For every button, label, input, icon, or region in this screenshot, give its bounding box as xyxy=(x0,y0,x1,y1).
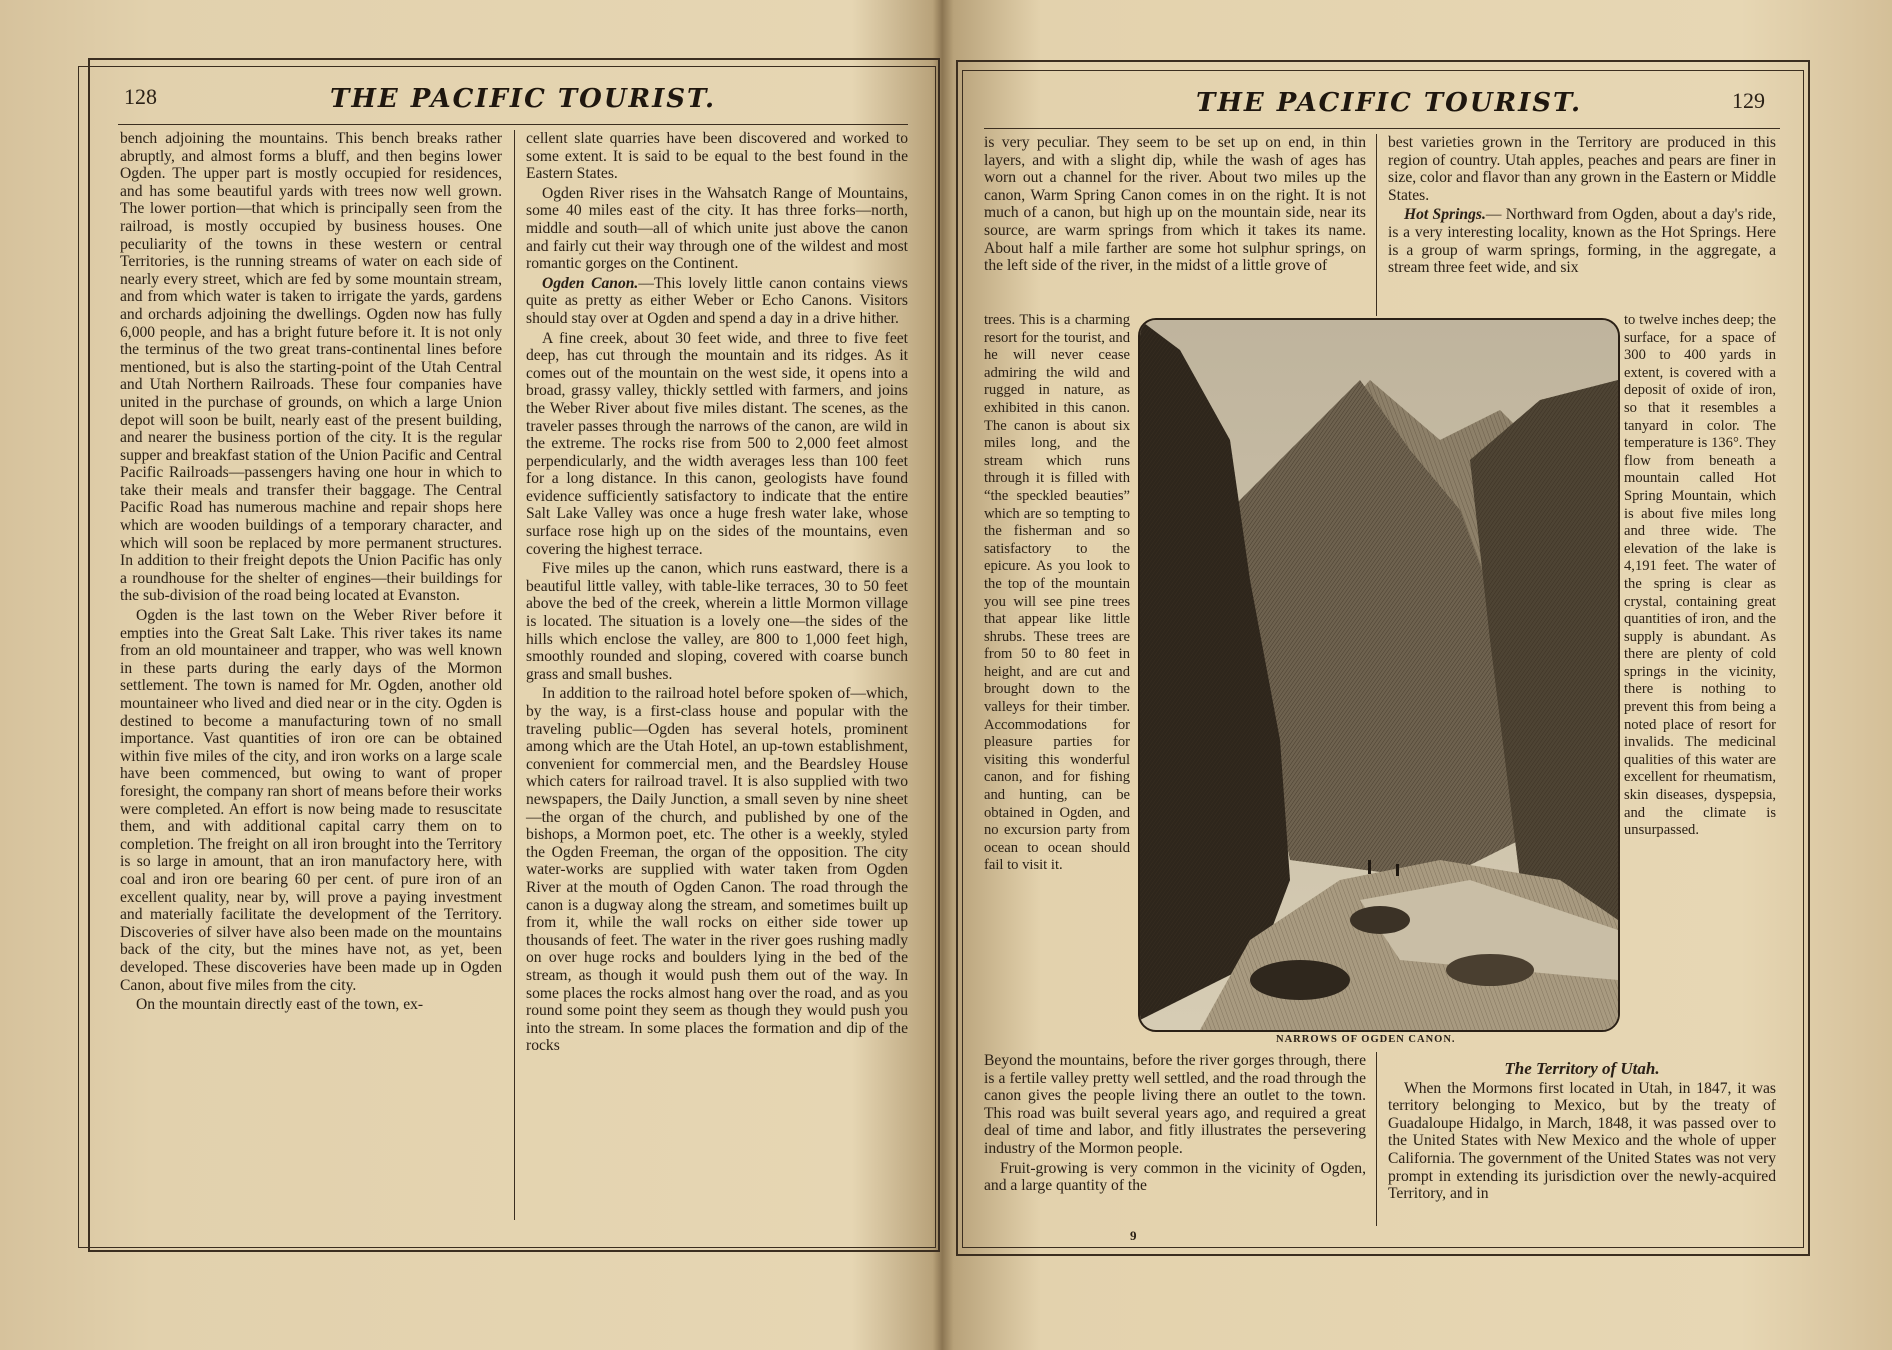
right-header-rule xyxy=(984,128,1780,129)
left-col2-para-1: cellent slate quarries have been discovered and worked to some extent. It is said to be equal to the best found in the Eastern States. xyxy=(526,130,908,183)
hot-springs-heading: Hot Springs. xyxy=(1404,206,1486,224)
illustration-caption: NARROWS OF OGDEN CANON. xyxy=(1276,1034,1456,1045)
ogden-canon-heading: Ogden Canon. xyxy=(542,274,639,292)
right-column-1-bottom xyxy=(984,1052,1366,1197)
left-column-1 xyxy=(120,130,502,1016)
right-column-1-top xyxy=(984,134,1366,277)
territory-of-utah-text: When the Mormons first located in Utah, in 1847, it was territory belonging to Mexico, but by the treaty of Guadaloupe Hidalgo, in March, 1848, it was passed over to the United States with New Mexico and the whole of upper California. The government of the United States was not very prompt in extending its jurisdiction over the newly-acquired Territory, and in xyxy=(1388,1079,1776,1203)
left-col2-para-5: Five miles up the canon, which runs eastward, there is a beautiful little valley, with table-like terraces, 30 to 50 feet above the bed of the creek, wherein a little Mormon village is located. The situation is a lovely one—the sides of the hills which enclose the valley, are 800 to 1,000 feet high, smoothly rounded and sloping, covered with coarse bunch grass and small bushes. xyxy=(526,560,908,683)
left-column-2 xyxy=(526,130,908,1057)
right-col1-para-1: is very peculiar. They seem to be set up on end, in thin layers, and with a slight dip, while the wash of ages has worn out a channel for the river. About two miles up the canon, Warm Spring Canon comes in on the right. It is not much of a canon, but high up on the mountain side, near its source, are warm springs from which it takes its name. About half a mile farther are some hot sulphur springs, on the left side of the river, in the midst of a little grove of xyxy=(984,134,1366,275)
right-page-number: 129 xyxy=(1732,88,1765,113)
left-col2-para-6: In addition to the railroad hotel before spoken of—which, by the way, is a first-class house and popular with the traveling public—Ogden has several hotels, prominent among which are the Utah Hotel, an up-town establishment, convenient for commercial men, and the Beardsley House which caters for railroad travel. It is also supplied with two newspapers, the Daily Junction, a small seven by nine sheet—the organ of the church, and published by one of the bishops, a Mormon poet, etc. The other is a weekly, styled the Ogden Freeman, the organ of the opposition. The city water-works are supplied with water taken from Ogden River at the mouth of Ogden Canon. The road through the canon is a dugway along the stream, and sometimes built up from it, while the wall rocks on either side tower up thousands of feet. The water in the river goes rushing madly on over huge rocks and boulders lying in the bed of the stream, as though it would push them out of the way. In some places the rocks almost hang over the road, and as you round some point they seem as though they would push you into the stream. In some places the formation and dip of the rocks xyxy=(526,685,908,1055)
right-col2-wrap-text: to twelve inches deep; the surface, for a space of 300 to 400 yards in extent, is covered with a deposit of oxide of iron, so that it resembles a tanyard in color. The temperature is 136°. They flow from beneath a mountain called Hot Spring Mountain, which is about five miles long and three wide. The elevation of the lake is 4,191 feet. The water of the spring is clear as crystal, containing great quantities of iron, and the supply is abundant. As there are plenty of cold springs in the vicinity, there is nothing to prevent this from being a noted place of resort for invalids. The medicinal qualities of this water are excellent for rheumatism, skin diseases, dyspepsia, and the climate is unsurpassed. xyxy=(1624,312,1776,839)
left-column-divider xyxy=(514,130,515,1220)
signature-mark: 9 xyxy=(1130,1228,1137,1243)
hot-springs-text: — Northward from Ogden, about a day's ride, is a very interesting locality, known as the Hot Springs. Here is a group of warm springs, forming, in the aggregate, a stream three feet wide, and six xyxy=(1388,206,1776,277)
left-col2-para-4: A fine creek, about 30 feet wide, and three to five feet deep, has cut through the mountain and its ridges. As it comes out of the mountain on the west side, it opens into a broad, grassy valley, thickly settled with farmers, and joins the Weber River about five miles distant. The scenes, as the traveler passes through the narrows of the canon, are wild in the extreme. The rocks rise from 500 to 2,000 feet almost perpendicularly, and the width averages less than 100 feet for a long distance. In this canon, geologists have found evidence sufficiently satisfactory to indicate that the entire Salt Lake Valley was once a huge fresh water lake, whose surface rose high up on the sides of the mountains, even covering the highest terrace. xyxy=(526,329,908,558)
left-running-title: THE PACIFIC TOURIST. xyxy=(330,84,717,114)
left-col1-para-1: bench adjoining the mountains. This bench breaks rather abruptly, and almost forms a bluff, and then begins lower Ogden. The upper part is mostly occupied for residences, and has some beautiful yards with trees now well grown. The lower portion—that which is principally seen from the railroad, is mostly occupied by business houses. One peculiarity of the towns in these western or central Territories, is the running streams of water on each side of nearly every street, which are fed by some mountain stream, and from which water is taken to irrigate the yards, gardens and orchards adjoining the dwellings. Ogden now has fully 6,000 people, and has a bright future before it. It is not only the terminus of the two great trans-continental lines before mentioned, but is also the starting-point of the Utah Central and Utah Northern Railroads. These four companies have united in the purchase of grounds, on which a large Union depot will soon be built, nearly east of the present building, and nearer the business portion of the city. It is the regular supper and breakfast station of the Union Pacific and Central Pacific Railroads—passengers having one hour in which to take their meals and transfer their baggage. The Central Pacific Road has numerous machine and repair shops here which are wooden buildings of a temporary character, and which will soon be replaced by more permanent structures. In addition to their freight depots the Union Pacific has only a roundhouse for the shelter of engines—their buildings for the sub-division of the road being located at Evanston. xyxy=(120,130,502,605)
right-col1-para-bottom-1: Beyond the mountains, before the river gorges through, there is a fertile valley pretty well settled, and the road through the canon gives the people living there an outlet to the town. This road was built several years ago, and required a great deal of time and labor, and fitly illustrates the persevering industry of the Mormon people. xyxy=(984,1052,1366,1157)
left-col1-para-2: Ogden is the last town on the Weber River before it empties into the Great Salt Lake. This river takes its name from an old mountaineer and trapper, who was well known in these parts during the early days of the Mormon settlement. The town is named for Mr. Ogden, another old mountaineer who lived and died near or in the city. Ogden is destined to become a manufacturing town of no small importance. Vast quantities of iron ore can be obtained within five miles of the city, and iron works on a large scale have been commenced, but owing to want of proper foresight, the company ran short of means before their works were completed. An effort is now being made to resuscitate them, and with additional capital carry them on to completion. The freight on all iron brought into the Territory is so large in amount, that an iron manufactory here, with coal and iron ore bearing 60 per cent. of pure iron of an excellent quality, near by, will prove a paying investment and materially facilitate the development of the Territory. Discoveries of silver have also been made on the mountains back of the city, but the mines have not, as yet, been developed. These discoveries have been made up in Ogden Canon, about five miles from the city. xyxy=(120,607,502,994)
left-header-rule xyxy=(118,124,908,125)
right-col2-para-1: best varieties grown in the Territory are produced in this region of country. Utah apples, peaches and pears are finer in size, color and flavor than any grown in the Eastern or Middle States. xyxy=(1388,134,1776,204)
right-col1-wrap-text: trees. This is a charming resort for the tourist, and he will never cease admiring the wild and rugged in nature, as exhibited in this canon. The canon is about six miles long, and the stream which runs through it is filled with “the speckled beauties” which are so tempting to the fisherman and so satisfactory to the epicure. As you look to the top of the mountain you will see pine trees that appear like little shrubs. These trees are from 50 to 80 feet in height, and are cut and brought down to the valleys for their timber. Accommodations for pleasure parties for visiting this wonderful canon, and for fishing and hunting, can be obtained in Ogden, and no excursion party from ocean to ocean should fail to visit it. xyxy=(984,312,1130,874)
right-running-title: THE PACIFIC TOURIST. xyxy=(1196,88,1583,118)
right-column-1-wrap xyxy=(984,312,1130,1060)
right-column-2-top xyxy=(1388,134,1776,279)
left-col2-para-3 xyxy=(526,275,908,328)
territory-of-utah-heading: The Territory of Utah. xyxy=(1504,1059,1660,1078)
canyon-engraving xyxy=(1140,320,1618,1030)
ogden-canon-text: —This lovely little canon contains views quite as pretty as either Weber or Echo Canons. Visitors should stay over at Ogden and spend a day in a drive hither. xyxy=(526,274,908,327)
right-col2-para-2 xyxy=(1388,206,1776,276)
left-col1-para-3: On the mountain directly east of the town, ex- xyxy=(136,996,424,1014)
right-column-2-wrap xyxy=(1624,312,1776,1052)
right-column-divider-bottom xyxy=(1376,1052,1377,1226)
right-column-divider-top xyxy=(1376,134,1377,316)
right-col1-para-bottom-2: Fruit-growing is very common in the vicinity of Ogden, and a large quantity of the xyxy=(984,1159,1366,1195)
left-col2-para-2: Ogden River rises in the Wahsatch Range of Mountains, some 40 miles east of the city. It has three forks—north, middle and south—all of which unite just above the canon and fairly cut their way through one of the wildest and most romantic gorges on the Continent. xyxy=(526,184,908,273)
narrows-of-ogden-canon-illustration xyxy=(1138,318,1620,1032)
left-page-number: 128 xyxy=(124,84,157,109)
right-column-2-bottom xyxy=(1388,1060,1776,1205)
